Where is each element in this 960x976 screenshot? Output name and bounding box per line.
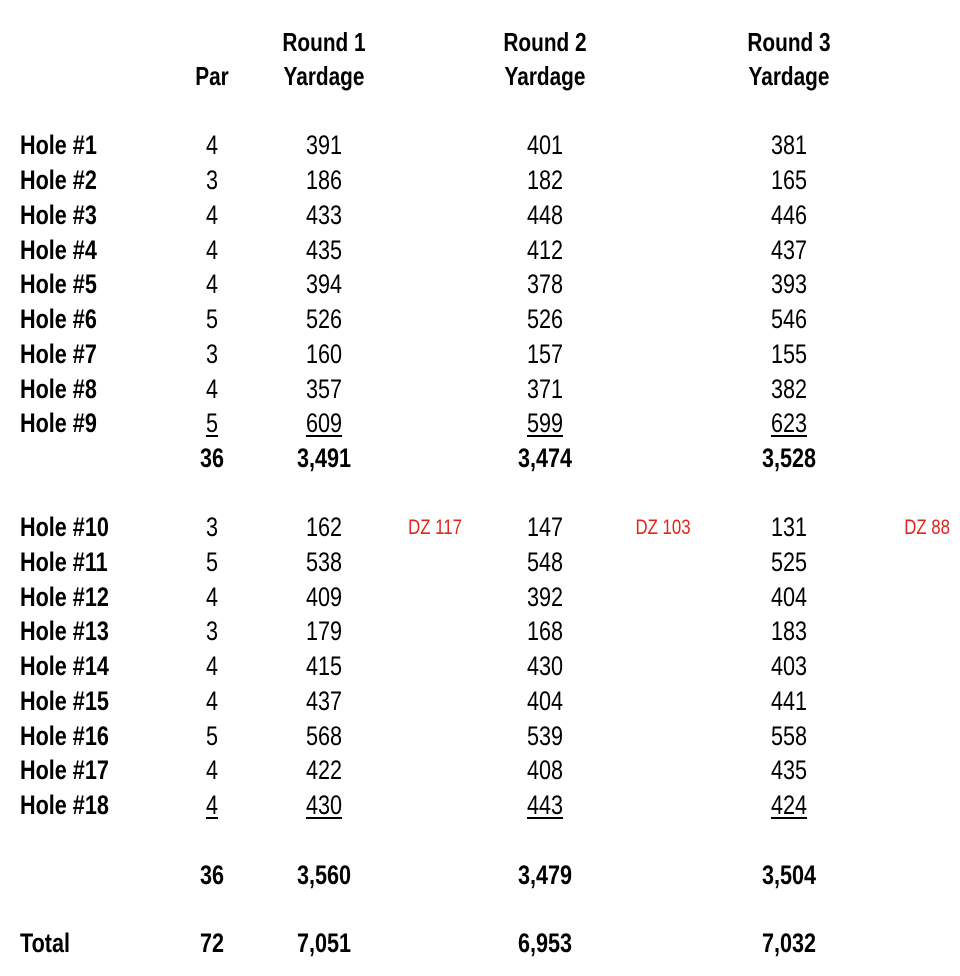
- par-value: 4: [205, 235, 219, 265]
- round2-yardage: 526: [526, 304, 564, 334]
- front-round3-subtotal: 3,528: [761, 443, 817, 473]
- round3-header-bottom: Yardage: [748, 61, 830, 91]
- total-round3: 7,032: [761, 928, 817, 958]
- round2-yardage: 147: [526, 512, 564, 542]
- round2-yardage: 599: [526, 408, 564, 438]
- round2-yardage: 157: [526, 339, 564, 369]
- round2-yardage: 371: [526, 374, 564, 404]
- par-value: 4: [205, 651, 219, 681]
- hole-label: Hole #12: [20, 582, 109, 612]
- total-round2: 6,953: [517, 928, 573, 958]
- round3-yardage: 404: [770, 582, 808, 612]
- round3-yardage: 155: [770, 339, 808, 369]
- round1-yardage: 409: [305, 582, 343, 612]
- round2-header-bottom: Yardage: [504, 61, 586, 91]
- round2-yardage: 392: [526, 582, 564, 612]
- round3-yardage: 546: [770, 304, 808, 334]
- round1-yardage: 430: [305, 790, 343, 820]
- round3-yardage: 381: [770, 130, 808, 160]
- par-value: 3: [205, 616, 219, 646]
- round3-yardage: 183: [770, 616, 808, 646]
- round2-yardage: 401: [526, 130, 564, 160]
- round3-yardage: 558: [770, 721, 808, 751]
- round1-header-bottom: Yardage: [283, 61, 365, 91]
- round1-yardage: 394: [305, 269, 343, 299]
- round3-yardage: 393: [770, 269, 808, 299]
- hole-label: Hole #18: [20, 790, 109, 820]
- par-value: 4: [205, 374, 219, 404]
- hole-label: Hole #10: [20, 512, 109, 542]
- round1-yardage: 526: [305, 304, 343, 334]
- round1-yardage: 568: [305, 721, 343, 751]
- back-round1-subtotal: 3,560: [296, 860, 352, 890]
- hole-label: Hole #15: [20, 686, 109, 716]
- par-value: 5: [205, 721, 219, 751]
- hole-label: Hole #16: [20, 721, 109, 751]
- par-value: 4: [205, 582, 219, 612]
- par-value: 4: [205, 790, 219, 820]
- round3-yardage: 437: [770, 235, 808, 265]
- back-round2-subtotal: 3,479: [517, 860, 573, 890]
- round1-yardage: 160: [305, 339, 343, 369]
- par-value: 5: [205, 408, 219, 438]
- round2-yardage: 408: [526, 755, 564, 785]
- hole-label: Hole #6: [20, 304, 97, 334]
- round2-header-top: Round 2: [503, 27, 587, 57]
- round1-yardage: 179: [305, 616, 343, 646]
- front-round2-subtotal: 3,474: [517, 443, 573, 473]
- round1-yardage: 162: [305, 512, 343, 542]
- hole-label: Hole #8: [20, 374, 97, 404]
- total-label: Total: [20, 928, 70, 958]
- hole-label: Hole #11: [20, 547, 108, 577]
- round2-yardage: 182: [526, 165, 564, 195]
- round3-header-top: Round 3: [747, 27, 831, 57]
- round3-yardage: 382: [770, 374, 808, 404]
- round3-dz-note: DZ 88: [904, 516, 950, 539]
- round2-yardage: 539: [526, 721, 564, 751]
- round2-yardage: 412: [526, 235, 564, 265]
- round3-yardage: 623: [770, 408, 808, 438]
- round1-yardage: 415: [305, 651, 343, 681]
- hole-label: Hole #3: [20, 200, 97, 230]
- par-value: 5: [205, 547, 219, 577]
- round3-yardage: 165: [770, 165, 808, 195]
- hole-label: Hole #17: [20, 755, 109, 785]
- round2-yardage: 548: [526, 547, 564, 577]
- hole-label: Hole #7: [20, 339, 97, 369]
- round3-yardage: 131: [770, 512, 808, 542]
- hole-label: Hole #9: [20, 408, 97, 438]
- par-value: 4: [205, 130, 219, 160]
- hole-label: Hole #1: [20, 130, 97, 160]
- total-par: 72: [199, 928, 225, 958]
- hole-label: Hole #5: [20, 269, 97, 299]
- hole-label: Hole #4: [20, 235, 97, 265]
- par-value: 3: [205, 339, 219, 369]
- round3-yardage: 424: [770, 790, 808, 820]
- total-round1: 7,051: [296, 928, 352, 958]
- par-value: 4: [205, 755, 219, 785]
- round2-yardage: 443: [526, 790, 564, 820]
- round1-yardage: 609: [305, 408, 343, 438]
- round1-yardage: 538: [305, 547, 343, 577]
- round2-dz-note: DZ 103: [635, 516, 691, 539]
- round3-yardage: 441: [770, 686, 808, 716]
- round1-yardage: 435: [305, 235, 343, 265]
- front-round1-subtotal: 3,491: [296, 443, 352, 473]
- round1-header-top: Round 1: [282, 27, 366, 57]
- round1-yardage: 391: [305, 130, 343, 160]
- hole-label: Hole #14: [20, 651, 109, 681]
- par-value: 3: [205, 165, 219, 195]
- round1-yardage: 422: [305, 755, 343, 785]
- round1-yardage: 186: [305, 165, 343, 195]
- hole-label: Hole #2: [20, 165, 97, 195]
- round1-yardage: 357: [305, 374, 343, 404]
- round1-yardage: 437: [305, 686, 343, 716]
- round2-yardage: 378: [526, 269, 564, 299]
- round3-yardage: 435: [770, 755, 808, 785]
- par-value: 5: [205, 304, 219, 334]
- round2-yardage: 168: [526, 616, 564, 646]
- round3-yardage: 403: [770, 651, 808, 681]
- hole-label: Hole #13: [20, 616, 109, 646]
- par-value: 4: [205, 686, 219, 716]
- par-value: 4: [205, 269, 219, 299]
- round1-yardage: 433: [305, 200, 343, 230]
- round2-yardage: 404: [526, 686, 564, 716]
- round3-yardage: 446: [770, 200, 808, 230]
- back-round3-subtotal: 3,504: [761, 860, 817, 890]
- front-par-subtotal: 36: [199, 443, 225, 473]
- round1-dz-note: DZ 117: [408, 516, 462, 539]
- back-par-subtotal: 36: [199, 860, 225, 890]
- par-header: Par: [195, 61, 229, 91]
- par-value: 4: [205, 200, 219, 230]
- round2-yardage: 430: [526, 651, 564, 681]
- round3-yardage: 525: [770, 547, 808, 577]
- round2-yardage: 448: [526, 200, 564, 230]
- par-value: 3: [205, 512, 219, 542]
